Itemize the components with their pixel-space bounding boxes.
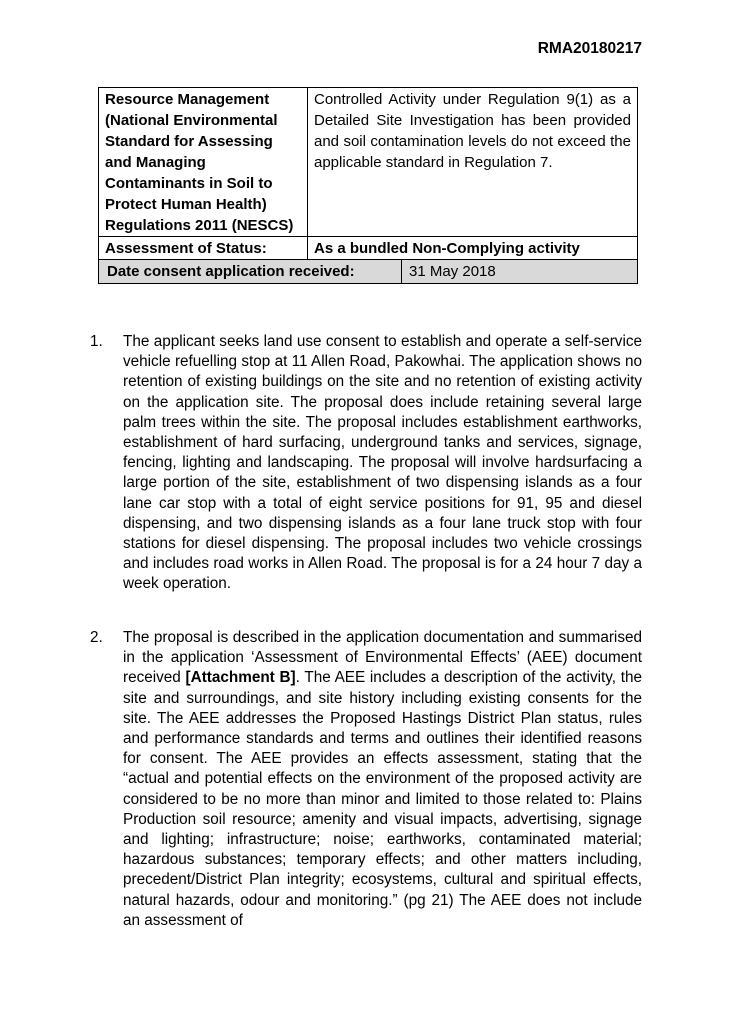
paragraph-text-rest: . The AEE includes a description of the activity, the site and surroundings, and site history including existing consents for the site. The AEE addresses the Proposed Hastings District Plan status, rules and performance standards and terms and outlines their identified reasons for consent. The AEE provides an effects assessment, stating that the “actual and potential effects on the environment of the proposed activity are considered to be no more than minor and limited to those related to: Plains Production soil resource; amenity and visual impacts, advertising, signage and lighting; infrastructure; noise; earthworks, contaminated material; hazardous substances; temporary effects; and other matters including, precedent/District Plan integrity; ecosystems, cultural and spiritual effects, natural hazards, odour and monitoring.” (pg 21) The AEE does not include an assessment of [123,669,642,929]
date-value: 31 May 2018 [409,263,496,280]
paragraph-text-start: The proposal is described in the application documentation and summarised in the application ‘Assessment of Environmental Effects’ (AEE) document received [123,629,642,687]
paragraph-number: 2. [90,629,103,646]
paragraph-text: The applicant seeks land use consent to establish and operate a self-service vehicle refuelling stop at 11 Allen Road, Pakowhai. The application shows no retention of existing buildings on the site and no retention of existing activity on the application site. The proposal does include retaining several large palm trees within the site. The proposal includes establishment earthworks, establishment of hard surfacing, underground tanks and services, signage, fencing, lighting and landscaping. The proposal will involve hardsurfacing a large portion of the site, establishment of two dispensing islands as a four lane car stop with a total of eight service positions for 91, 95 and diesel dispensing, and two dispensing islands as a four lane truck stop with four stations for diesel dispensing. The proposal includes two vehicle crossings and includes road works in Allen Road. The proposal is for a 24 hour 7 day a week operation. [123,333,642,593]
nescs-value: Controlled Activity under Regulation 9(1) as a Detailed Site Investigation has been provided and soil contamination levels do not exceed the applicable standard in Regulation 7. [308,88,638,237]
table-row [99,88,638,237]
date-row [99,260,638,284]
paragraph-1 [90,332,642,595]
paragraph-number: 1. [90,333,103,350]
paragraph-2 [90,628,642,931]
nescs-label: Resource Management (National Environmental Standard for Assessing and Managing Contaminants in Soil to Protect Human Health) Regulations 2011 (NESCS) [99,88,308,237]
date-divider [401,260,402,284]
table-row [99,237,638,260]
date-label: Date consent application received: [107,263,355,280]
attachment-reference: [Attachment B] [185,669,296,687]
status-label: Assessment of Status: [99,237,308,260]
document-reference: RMA20180217 [537,40,642,57]
info-table [98,87,638,284]
paragraph-text [123,628,642,931]
status-value: As a bundled Non-Complying activity [308,237,638,260]
